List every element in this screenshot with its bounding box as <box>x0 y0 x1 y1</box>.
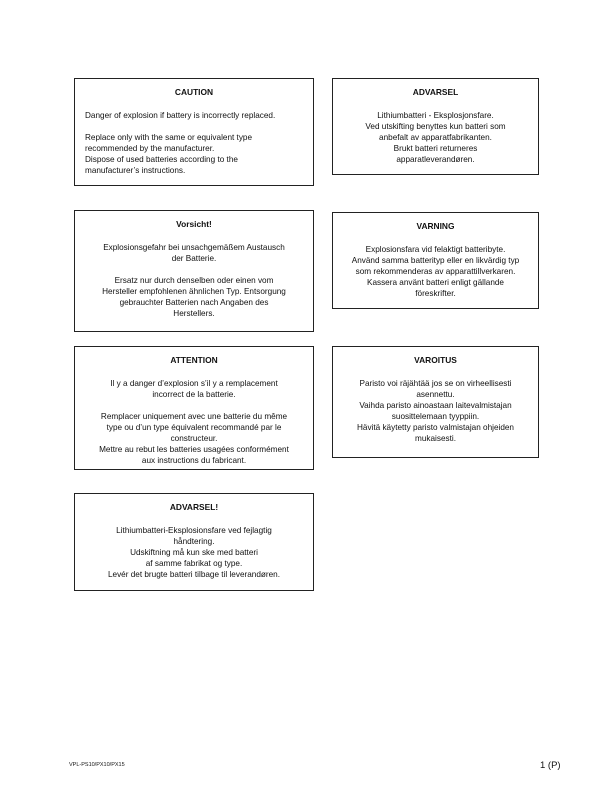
advarsel-no-line-5: apparatleverandøren. <box>396 155 475 164</box>
attention-line-1: Il y a danger d’explosion s’il y a remplacement <box>110 379 278 388</box>
advarsel-dk-body <box>85 525 303 580</box>
advarsel-no-title: ADVARSEL <box>412 87 459 97</box>
caution-line-6: manufacturer’s instructions. <box>85 166 186 175</box>
footer-page-number: 1 (P) <box>540 760 561 771</box>
advarsel-dk-line-5: Levér det brugte batteri tilbage til leverandøren. <box>107 570 281 579</box>
varning-box <box>332 212 539 309</box>
vorsicht-line-1: Explosionsgefahr bei unsachgemäßem Austausch <box>103 243 285 252</box>
advarsel-no-line-3: anbefalt av apparatfabrikanten. <box>379 133 492 142</box>
varning-line-5: föreskrifter. <box>415 289 456 298</box>
advarsel-dk-line-4: af samme fabrikat og type. <box>145 559 243 568</box>
vorsicht-line-4: Ersatz nur durch denselben oder einen vom <box>114 276 274 285</box>
vorsicht-body <box>85 242 303 319</box>
caution-body <box>85 110 303 176</box>
advarsel-no-body <box>343 110 528 165</box>
varning-line-2: Använd samma batterityp eller en likvärdig typ <box>351 256 520 265</box>
vorsicht-box <box>74 210 314 332</box>
advarsel-dk-box <box>74 493 314 591</box>
varoitus-line-1: Paristo voi räjähtää jos se on virheellisesti <box>359 379 512 388</box>
attention-body <box>85 378 303 466</box>
attention-line-8: aux instructions du fabricant. <box>141 456 247 465</box>
attention-line-7: Mettre au rebut les batteries usagées conformément <box>99 445 289 454</box>
varoitus-body <box>343 378 528 444</box>
vorsicht-line-6: gebrauchter Batterien nach Angaben des <box>119 298 269 307</box>
varning-body <box>343 244 528 299</box>
varning-line-3: som rekommenderas av apparattillverkaren. <box>355 267 516 276</box>
advarsel-dk-line-2: håndtering. <box>173 537 215 546</box>
advarsel-dk-line-1: Lithiumbatteri-Eksplosionsfare ved fejlagtig <box>116 526 272 535</box>
advarsel-dk-line-3: Udskiftning må kun ske med batteri <box>130 548 258 557</box>
varoitus-line-4: suosittelemaan tyyppiin. <box>391 412 480 421</box>
attention-line-4: Remplacer uniquement avec une batterie du même <box>100 412 288 421</box>
vorsicht-line-7: Herstellers. <box>173 309 215 318</box>
caution-box <box>74 78 314 186</box>
caution-line-5: Dispose of used batteries according to the <box>85 155 238 164</box>
attention-line-2: incorrect de la batterie. <box>152 390 236 399</box>
vorsicht-line-2: der Batterie. <box>171 254 217 263</box>
advarsel-dk-title: ADVARSEL! <box>169 502 219 512</box>
caution-line-3: Replace only with the same or equivalent type <box>85 133 253 142</box>
varoitus-title: VAROITUS <box>414 355 457 365</box>
advarsel-no-line-1: Lithiumbatteri - Eksplosjonsfare. <box>377 111 494 120</box>
varning-title: VARNING <box>416 221 455 231</box>
vorsicht-line-5: Hersteller empfohlenen ähnlichen Typ. Entsorgung <box>102 287 286 296</box>
attention-box <box>74 346 314 470</box>
varoitus-line-2: asennettu. <box>416 390 455 399</box>
advarsel-no-box <box>332 78 539 175</box>
varoitus-line-6: mukaisesti. <box>415 434 456 443</box>
footer-model-number: VPL-PS10/PX10/PX15 <box>69 762 125 768</box>
varning-line-1: Explosionsfara vid felaktigt batteribyte. <box>365 245 506 254</box>
caution-line-1: Danger of explosion if battery is incorrectly replaced. <box>85 111 276 120</box>
attention-line-5: type ou d’un type équivalent recommandé par le <box>106 423 282 432</box>
advarsel-no-line-2: Ved utskifting benyttes kun batteri som <box>365 122 506 131</box>
caution-title: CAUTION <box>174 87 214 97</box>
attention-title: ATTENTION <box>170 355 218 365</box>
varning-line-4: Kassera använt batteri enligt gällande <box>366 278 504 287</box>
attention-line-6: constructeur. <box>170 434 218 443</box>
varoitus-line-5: Hävitä käytetty paristo valmistajan ohjeiden <box>356 423 514 432</box>
varoitus-line-3: Vaihda paristo ainoastaan laitevalmistajan <box>359 401 512 410</box>
vorsicht-title: Vorsicht! <box>176 219 212 229</box>
caution-line-4: recommended by the manufacturer. <box>85 144 215 153</box>
advarsel-no-line-4: Brukt batteri returneres <box>393 144 478 153</box>
varoitus-box <box>332 346 539 458</box>
